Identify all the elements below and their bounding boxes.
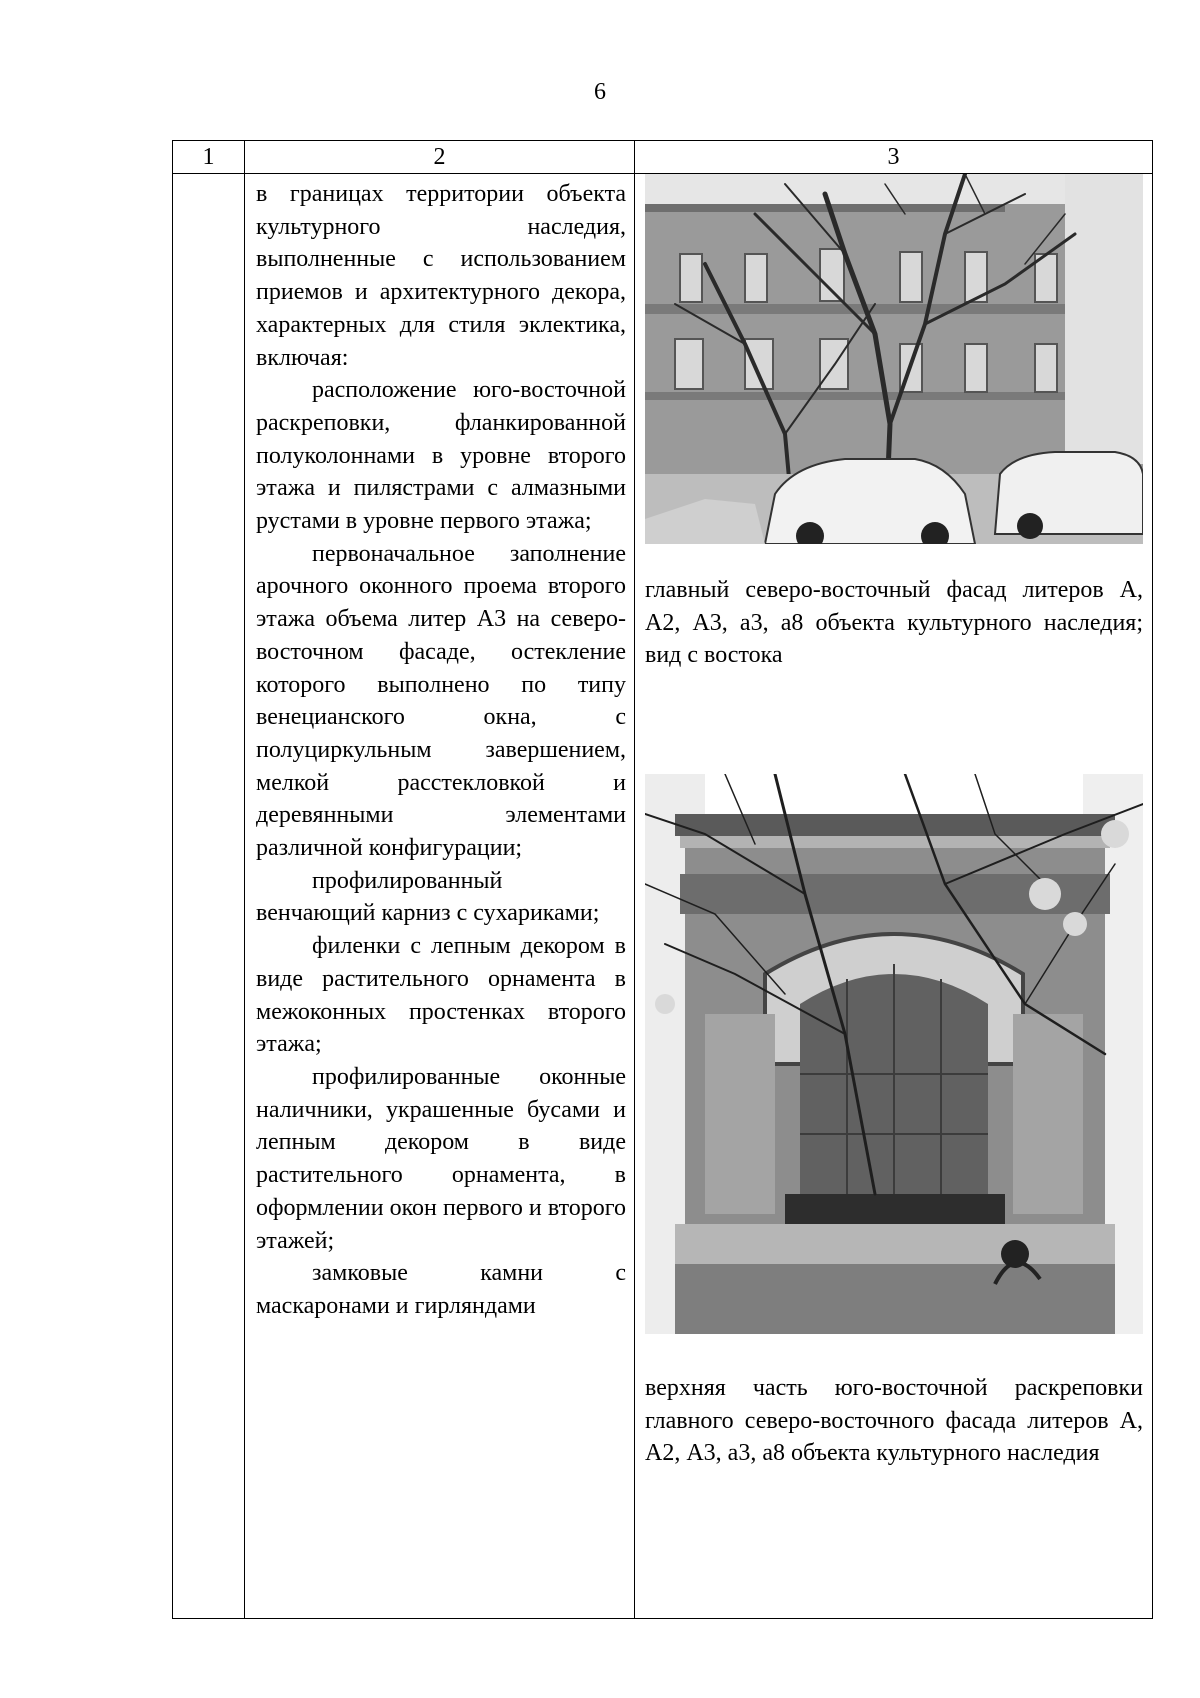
- description-paragraph: профилированные оконные наличники, украшенные бусами и лепным декором в виде растительного орнамента, в оформлении окон первого и второго этажей;: [256, 1063, 626, 1254]
- page-number: 6: [594, 79, 606, 105]
- arch-detail-photo: [645, 774, 1143, 1334]
- description-paragraph: замковые камни с маскаронами и гирляндами: [256, 1260, 626, 1319]
- header-row: [173, 141, 1153, 174]
- arch-photo-caption: верхняя часть юго-восточной раскреповки главного северо-восточного фасада литеров А, А2, А3, а3, а8 объекта культурного наследия: [645, 1375, 1143, 1467]
- photo-cell: [635, 174, 1153, 1619]
- description-paragraph: первоначальное заполнение арочного оконного проема второго этажа объема литер А3 на северо-восточном фасаде, остекление которого выполнено по типу венецианского окна, с полуциркульным завершением, мелкой расстекловкой и деревянными элементами различной конфигурации;: [256, 540, 626, 862]
- description-paragraph: филенки с лепным декором в виде растительного орнамента в межоконных простенках второго этажа;: [256, 933, 626, 1058]
- description-paragraph: в границах территории объекта культурного наследия, выполненные с использованием приемов и архитектурного декора, характерных для стиля эклектика, включая:: [256, 181, 626, 371]
- description-paragraph: расположение юго-восточной раскреповки, фланкированной полуколоннами в уровне второго этажа и пилястрами с алмазными рустами в уровне первого этажа;: [256, 377, 626, 535]
- description-paragraph: профилированный венчающий карниз с сухариками;: [256, 867, 600, 927]
- header-col-1: 1: [173, 141, 245, 174]
- facade-photo: [645, 174, 1143, 544]
- header-col-3: 3: [635, 141, 1153, 174]
- facade-photo-caption: главный северо-восточный фасад литеров А, А2, А3, а3, а8 объекта культурного наследия; вид с востока: [645, 577, 1143, 669]
- heritage-table: [172, 140, 1153, 1619]
- content-row: [173, 174, 1153, 1619]
- header-col-2: 2: [245, 141, 635, 174]
- description-cell: [245, 174, 635, 1619]
- number-cell: [173, 174, 245, 1619]
